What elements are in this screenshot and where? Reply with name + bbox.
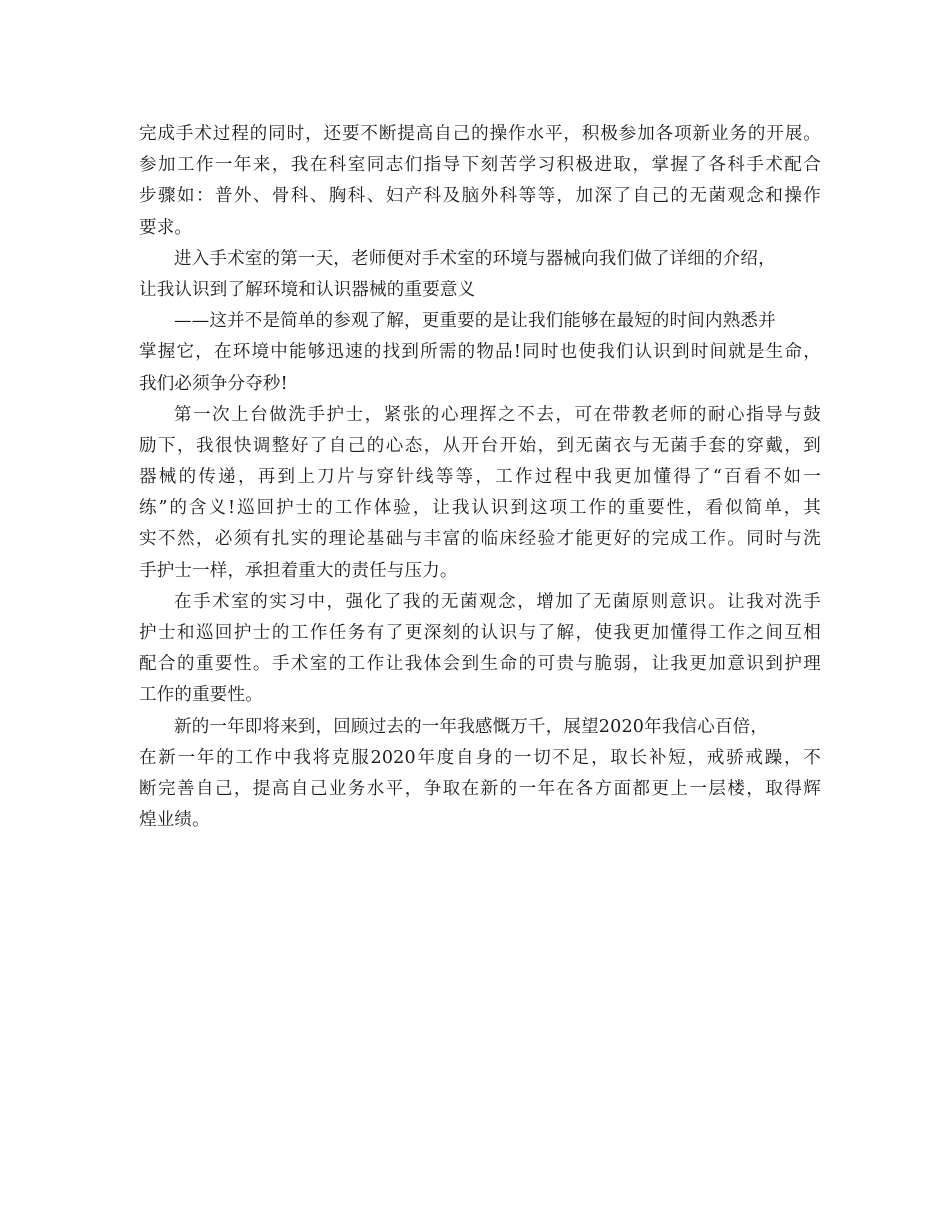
document-body (139, 119, 821, 836)
text-line: 在手术室的实习中，强化了我的无菌观念，增加了无菌原则意识。让我对洗手 (174, 591, 821, 612)
text-line: 配合的重要性。手术室的工作让我体会到生命的可贵与脆弱，让我更加意识到护理 (139, 654, 821, 675)
text-line: 护士和巡回护士的工作任务有了更深刻的认识与了解，使我更加懂得工作之间互相 (139, 623, 821, 643)
text-line: ——这并不是简单的参观了解，更重要的是让我们能够在最短的时间内熟悉并 (174, 311, 776, 332)
text-line: 参加工作一年来，我在科室同志们指导下刻苦学习积极进取，掌握了各科手术配合 (139, 155, 821, 176)
text-line: 第一次上台做洗手护士，紧张的心理挥之不去，可在带教老师的耐心指导与鼓 (174, 404, 821, 425)
text-line: 器械的传递，再到上刀片与穿针线等等，工作过程中我更加懂得了“百看不如一 (139, 467, 821, 488)
text-line: 让我认识到了解环境和认识器械的重要意义 (139, 279, 476, 300)
text-line: 实不然，必须有扎实的理论基础与丰富的临床经验才能更好的完成工作。同时与洗 (139, 529, 821, 550)
text-line: 掌握它，在环境中能够迅速的找到所需的物品!同时也使我们认识到时间就是生命， (139, 342, 821, 363)
text-line: 断完善自己，提高自己业务水平，争取在新的一年在各方面都更上一层楼，取得辉 (139, 778, 821, 799)
text-line: 完成手术过程的同时，还要不断提高自己的操作水平，积极参加各项新业务的开展。 (139, 124, 821, 144)
text-line: 步骤如：普外、骨科、胸科、妇产科及脑外科等等，加深了自己的无菌观念和操作 (139, 186, 821, 207)
text-line: 手护士一样，承担着重大的责任与压力。 (139, 560, 458, 581)
text-line: 进入手术室的第一天，老师便对手术室的环境与器械向我们做了详细的介绍， (174, 248, 776, 269)
text-line: 煌业绩。 (139, 810, 210, 831)
text-line: 在新一年的工作中我将克服2020年度自身的一切不足，取长补短，戒骄戒躁，不 (139, 747, 821, 768)
text-line: 励下，我很快调整好了自己的心态，从开台开始，到无菌衣与无菌手套的穿戴，到 (139, 435, 821, 456)
text-line: 要求。 (139, 217, 193, 238)
text-line: 我们必须争分夺秒! (139, 373, 288, 394)
text-line: 工作的重要性。 (139, 685, 263, 706)
text-line: 练”的含义!巡回护士的工作体验，让我认识到这项工作的重要性，看似简单，其 (139, 498, 821, 519)
text-line: 新的一年即将来到，回顾过去的一年我感慨万千，展望2020年我信心百倍， (174, 716, 769, 737)
